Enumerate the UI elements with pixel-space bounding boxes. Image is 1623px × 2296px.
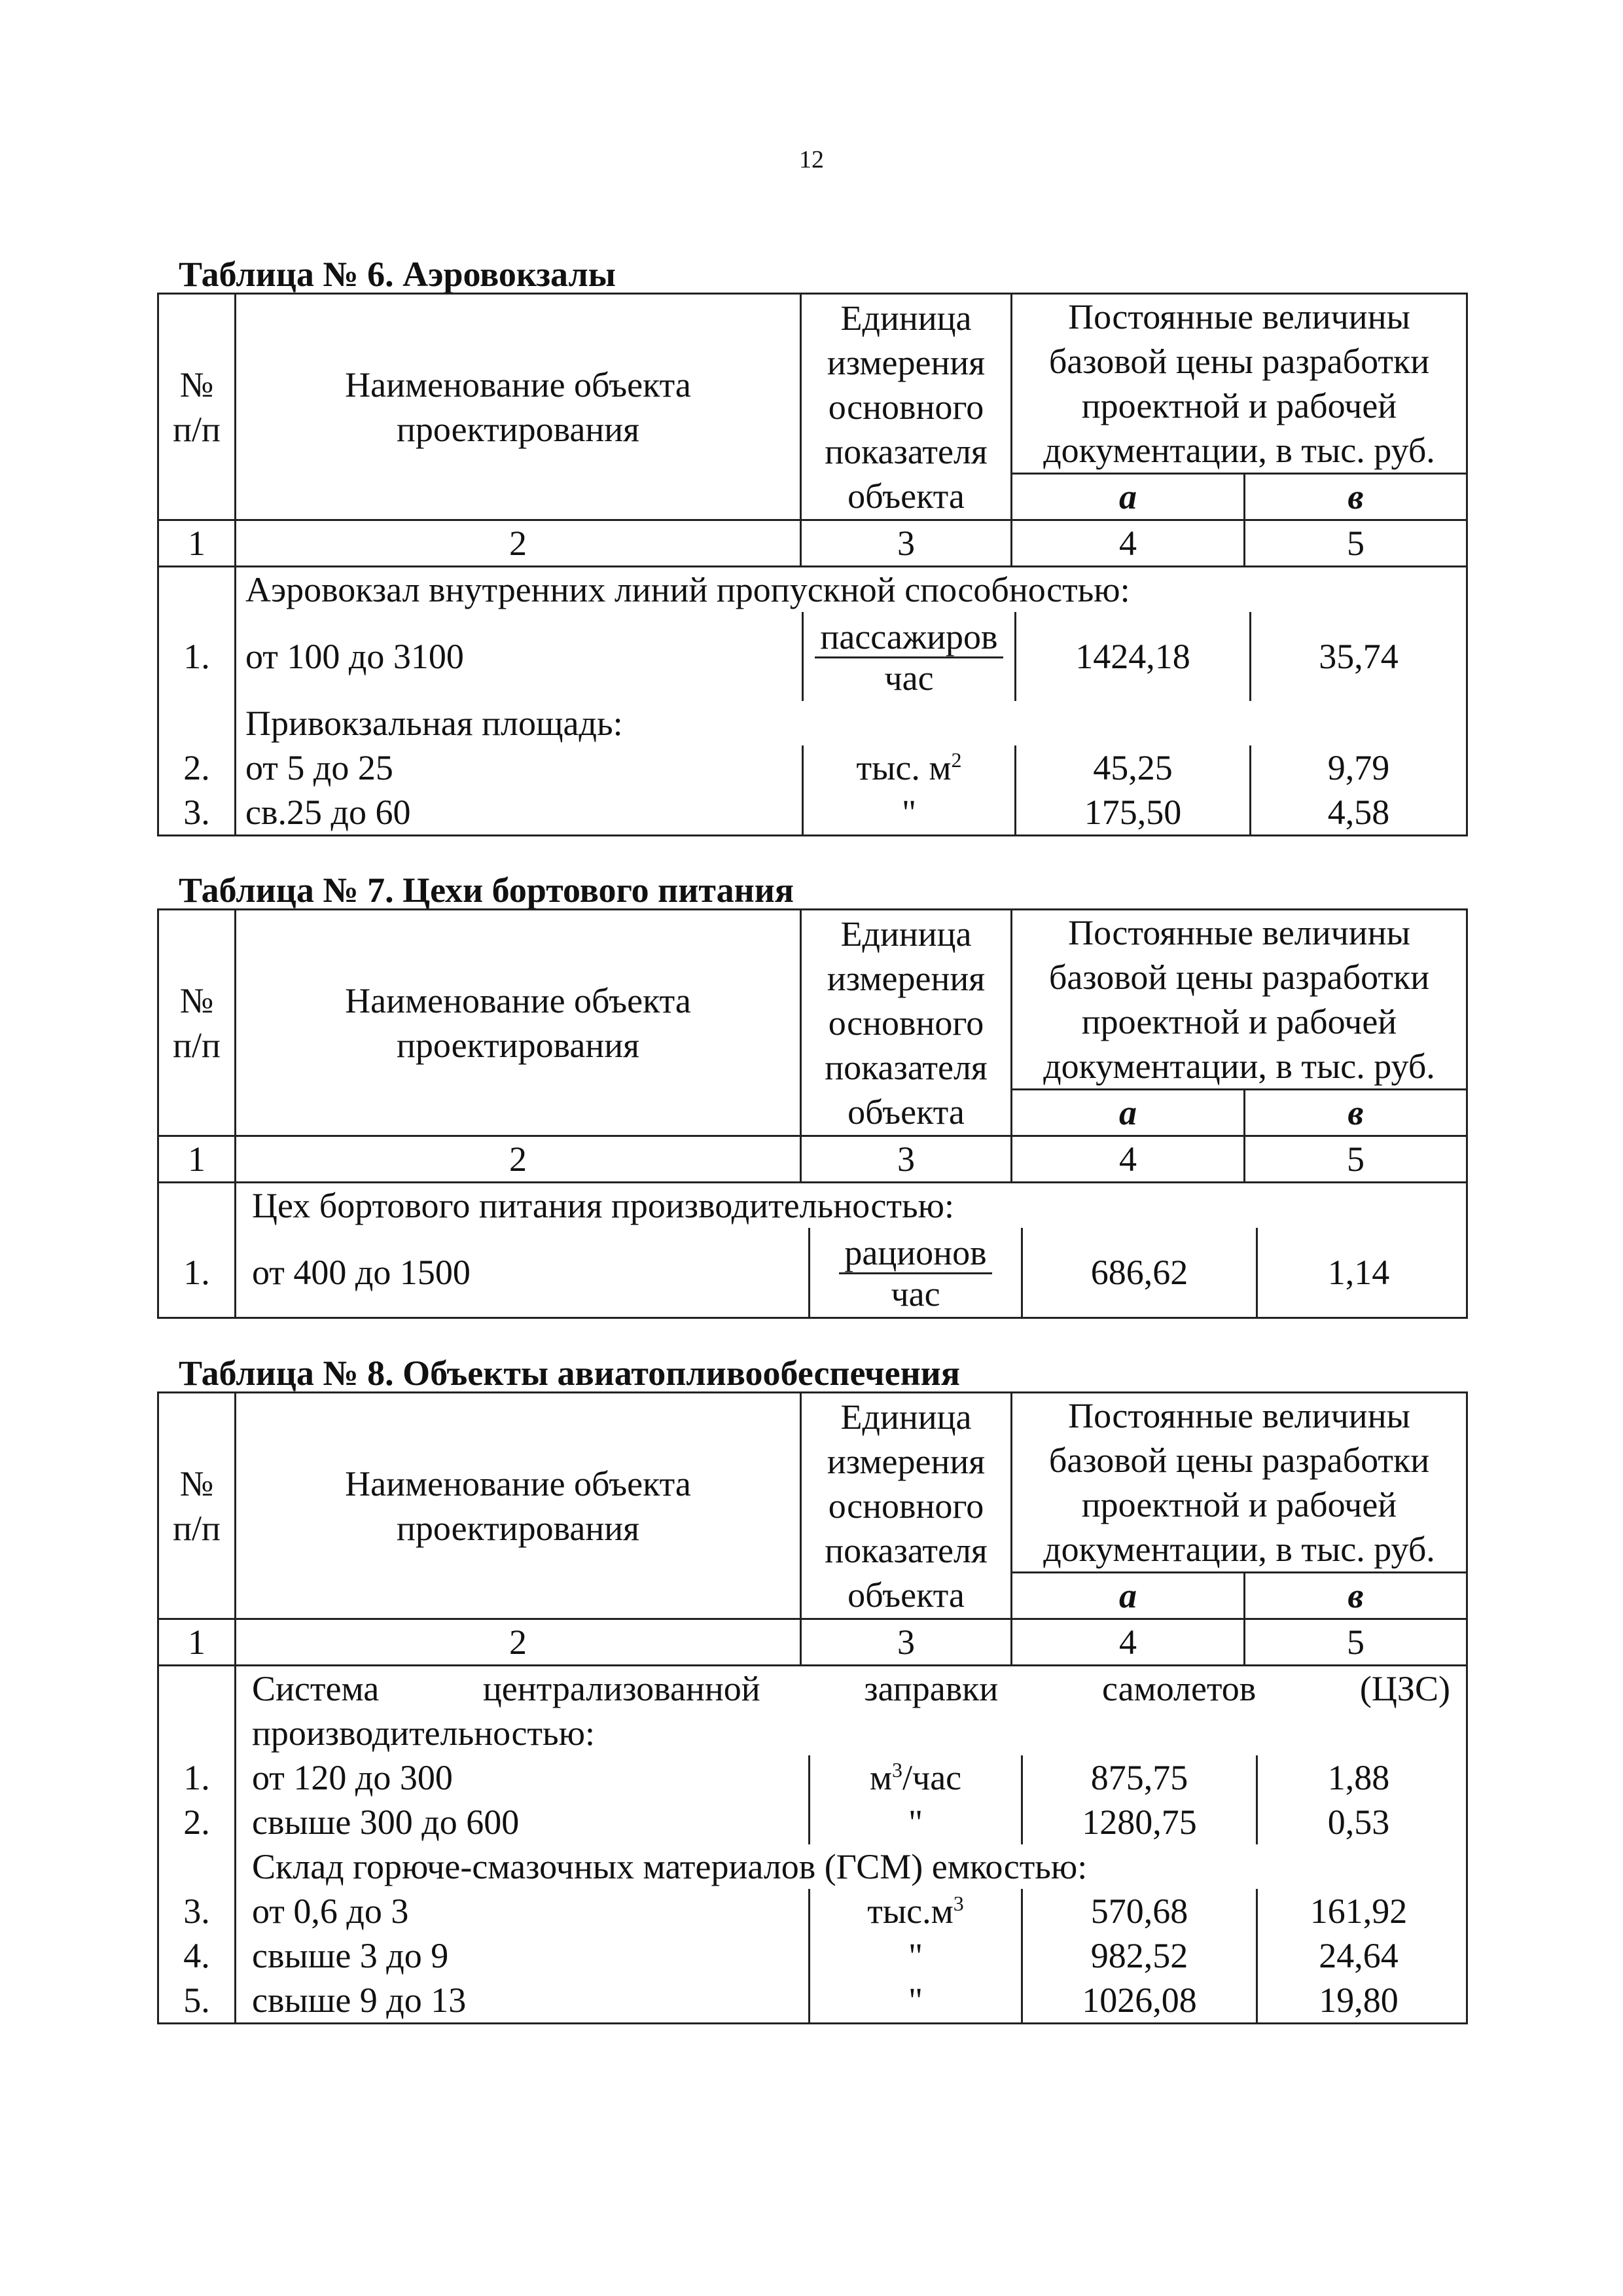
colnum-4: 4 (1012, 1136, 1245, 1183)
header-col-b: в (1245, 1090, 1467, 1136)
table6-row1-b: 35,74 (1319, 637, 1399, 676)
table7-body (236, 1183, 1467, 1318)
colnum-3: 3 (801, 1136, 1012, 1183)
colnum-2: 2 (236, 1136, 801, 1183)
table7-num-col: 1. (158, 1183, 236, 1318)
table7-row1-unit: $\frac{\text{рационов}}{\text{час}}$ (839, 1233, 991, 1314)
header-price: Постоянные величины базовой цены разработки проектной и рабочей документации, в тыс. руб. (1012, 294, 1467, 474)
header-name: Наименование объекта проектирования (236, 294, 801, 520)
table6-section2: Привокзальная площадь: (245, 704, 623, 743)
colnum-3: 3 (801, 520, 1012, 567)
header-col-b: в (1245, 474, 1467, 520)
table7-row1-a: 686,62 (1023, 1228, 1258, 1317)
table6-row2: от 5 до 25 тыс. $м^2$ 45,25 9,79 (236, 745, 1466, 790)
header-num: № п/п (158, 1393, 236, 1619)
column-numbers (158, 520, 1467, 567)
table6-row1-a: 1424,18 (1016, 612, 1251, 701)
colnum-5: 5 (1245, 1619, 1467, 1666)
colnum-2: 2 (236, 520, 801, 567)
table8-row3: от 0,6 до 3 $тыс.м^3$ 570,68 161,92 (243, 1889, 1459, 1933)
table8-row1: от 120 до 300 $м^3$/час 875,75 1,88 (243, 1755, 1459, 1800)
table8-section1-line2: производительностью: (252, 1713, 595, 1753)
colnum-4: 4 (1012, 520, 1245, 567)
header-num: № п/п (158, 910, 236, 1136)
table7-row1-name: от 400 до 1500 (252, 1253, 471, 1292)
colnum-3: 3 (801, 1619, 1012, 1666)
header-name: Наименование объекта проектирования (236, 1393, 801, 1619)
table8-row5: свыше 9 до 13 " 1026,08 19,80 (243, 1978, 1459, 2022)
table6-body (236, 567, 1467, 836)
colnum-1: 1 (158, 1619, 236, 1666)
header-num: № п/п (158, 294, 236, 520)
table7-caption: Таблица № 7. Цехи бортового питания (179, 870, 794, 910)
page-number: 12 (799, 146, 824, 173)
column-numbers (158, 1136, 1467, 1183)
header-col-a: а (1012, 1090, 1245, 1136)
table6-row1-unit: $\frac{\text{пассажиров}}{\text{час}}$ (815, 617, 1003, 698)
table8-section1: Система централизованной заправки самолетов (ЦЗС) (252, 1669, 1450, 1708)
table8-row4: свыше 3 до 9 " 982,52 24,64 (243, 1933, 1459, 1978)
table8-section2: Склад горюче-смазочных материалов (ГСМ) емкостью: (252, 1847, 1088, 1886)
table8-caption: Таблица № 8. Объекты авиатопливообеспечения (179, 1354, 961, 1393)
table6-row3: св.25 до 60 " 175,50 4,58 (236, 790, 1466, 834)
table6-num-col: 1. 2. 3. (158, 567, 236, 836)
table8-body (236, 1666, 1467, 2024)
header-col-a: а (1012, 474, 1245, 520)
table6-section1: Аэровокзал внутренних линий пропускной способностью: (245, 570, 1130, 609)
colnum-5: 5 (1245, 520, 1467, 567)
colnum-4: 4 (1012, 1619, 1245, 1666)
table6 (157, 293, 1468, 836)
header-unit: Единица измерения основного показателя объекта (801, 1393, 1012, 1619)
colnum-5: 5 (1245, 1136, 1467, 1183)
header-price: Постоянные величины базовой цены разработки проектной и рабочей документации, в тыс. руб. (1012, 1393, 1467, 1573)
header-col-a: а (1012, 1573, 1245, 1619)
table7-row1-b: 1,14 (1327, 1253, 1390, 1292)
colnum-1: 1 (158, 1136, 236, 1183)
table8-row2: свыше 300 до 600 " 1280,75 0,53 (243, 1800, 1459, 1844)
colnum-2: 2 (236, 1619, 801, 1666)
table6-row1-name: от 100 до 3100 (245, 637, 464, 676)
table6-caption: Таблица № 6. Аэровокзалы (179, 255, 616, 294)
header-price: Постоянные величины базовой цены разработки проектной и рабочей документации, в тыс. руб. (1012, 910, 1467, 1090)
header-name: Наименование объекта проектирования (236, 910, 801, 1136)
table8 (157, 1391, 1468, 2024)
header-col-b: в (1245, 1573, 1467, 1619)
column-numbers (158, 1619, 1467, 1666)
header-unit: Единица измерения основного показателя объекта (801, 910, 1012, 1136)
colnum-1: 1 (158, 520, 236, 567)
table7-section1: Цех бортового питания производительностью: (252, 1186, 954, 1225)
table8-num-col: 1. 2. 3. 4. 5. (158, 1666, 236, 2024)
header-unit: Единица измерения основного показателя объекта (801, 294, 1012, 520)
table7 (157, 908, 1468, 1319)
